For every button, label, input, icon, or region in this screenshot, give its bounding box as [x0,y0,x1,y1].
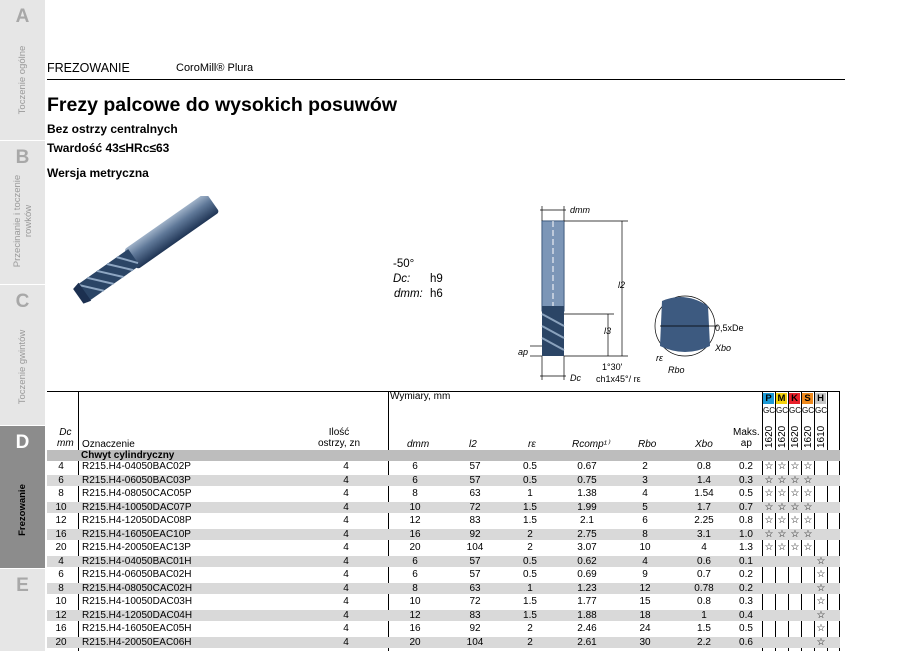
grade-number: 1620 [803,425,814,448]
table-row [47,610,840,621]
cell-code: R215.H4-20050EAC06H [82,636,192,648]
table-row [47,623,840,634]
cell-dmm: 20 [409,636,421,648]
cell-z: 4 [343,461,349,472]
tolerance-dmm-symbol: dmm: [394,288,423,300]
dim-angle: 1°30' [602,362,623,372]
cell-ap: 1.0 [739,528,753,540]
cell-dc: 20 [55,542,67,553]
cell-ap: 0.7 [739,501,753,513]
dim-chamfer: ch1x45°/ rε [596,374,641,384]
dimensions-header: Wymiary, mm [390,391,451,402]
end-mill-image [48,196,238,306]
cell-re: 2 [527,528,533,540]
subtitle-no-center: Bez ostrzy centralnych [47,122,178,136]
cell-ap: 0.2 [739,461,753,472]
cell-rbo: 18 [639,609,651,621]
grade-prefix: GC [802,406,814,415]
cell-rcomp: 1.23 [577,582,597,594]
group-label: Chwyt cylindryczny [81,450,175,461]
cell-xbo: 0.6 [697,555,711,567]
grade-mark: ☆ [777,461,787,472]
grade-mark: ☆ [803,461,813,472]
cell-re: 1 [527,582,533,594]
sidebar-tab-e[interactable] [0,569,45,653]
cell-xbo: 1.54 [694,488,714,499]
cell-rcomp: 0.69 [577,569,597,580]
tab-label: Toczenie ogólne [17,45,28,115]
cell-code: R215.H4-16050EAC05H [82,623,192,634]
cell-dmm: 6 [412,569,418,580]
cell-xbo: 0.78 [694,582,714,594]
table-row [47,475,840,486]
cell-dmm: 6 [412,474,418,486]
table-row [47,637,840,648]
grade-number: 1610 [816,425,827,448]
header-re: rε [528,439,536,450]
table-row [47,556,840,567]
section-header: FREZOWANIE [47,61,130,75]
cell-dc: 10 [55,501,67,513]
detail-rbo: Rbo [668,365,685,375]
grade-mark: ☆ [790,474,800,486]
grade-mark: ☆ [790,542,800,553]
cell-re: 1.5 [523,515,537,526]
cell-re: 1.5 [523,501,537,513]
cell-l2: 72 [469,596,481,607]
grade-mark: ☆ [803,528,813,540]
grade-mark: ☆ [777,528,787,540]
cell-ap: 0.8 [739,515,753,526]
grade-mark: ☆ [816,582,826,594]
cell-z: 4 [343,515,349,526]
cell-xbo: 2.2 [697,636,711,648]
grade-mark: ☆ [777,488,787,499]
grade-mark: ☆ [816,569,826,580]
cell-rbo: 15 [639,596,651,607]
cell-z: 4 [343,488,349,499]
cell-ap: 0.2 [739,569,753,580]
cell-rcomp: 2.46 [577,623,597,634]
iso-p: P [763,393,774,404]
cell-ap: 0.6 [739,636,753,648]
table-row [47,461,840,472]
cell-ap: 1.3 [739,542,753,553]
grade-mark: ☆ [803,474,813,486]
table-row [47,515,840,526]
cell-ap: 0.3 [739,596,753,607]
grade-number: 1620 [764,425,775,448]
grade-mark: ☆ [764,488,774,499]
cell-z: 4 [343,623,349,634]
cell-l2: 104 [466,636,484,648]
cell-dc: 10 [55,596,67,607]
iso-s: S [802,393,813,404]
detail-xbo: Xbo [715,343,732,353]
cell-dmm: 8 [412,488,418,499]
cell-rcomp: 0.67 [577,461,597,472]
iso-h: H [815,393,826,404]
tolerance-dc-symbol: Dc: [393,273,411,285]
cell-rbo: 8 [642,528,648,540]
cell-rbo: 24 [639,623,651,634]
cell-l2: 57 [469,555,481,567]
cell-dc: 12 [55,515,67,526]
cell-dmm: 10 [409,501,421,513]
cell-dc: 20 [55,636,67,648]
grade-mark: ☆ [764,528,774,540]
version-label: Wersja metryczna [47,166,149,180]
cell-xbo: 1.4 [697,474,711,486]
cell-l2: 92 [469,623,481,634]
tolerance-dc-value: h9 [430,273,443,285]
grade-mark: ☆ [764,461,774,472]
cell-l2: 63 [469,582,481,594]
cell-code: R215.H4-12050DAC04H [82,609,193,621]
cell-rcomp: 3.07 [577,542,597,553]
cell-code: R215.H4-06050BAC03P [82,474,191,486]
cell-dc: 12 [55,609,67,621]
grade-number: 1620 [777,425,788,448]
cell-code: R215.H4-04050BAC02P [82,461,191,472]
cell-z: 4 [343,474,349,486]
grade-prefix: GC [815,406,827,415]
product-name: CoroMill® Plura [176,62,254,74]
helix-angle-value: -50° [393,258,415,270]
cell-xbo: 1.5 [697,623,711,634]
cell-dc: 8 [58,488,64,499]
grade-mark: ☆ [764,542,774,553]
cell-xbo: 3.1 [697,528,711,540]
cell-dc: 8 [58,582,64,594]
cell-code: R215.H4-08050CAC05P [82,488,192,499]
cell-l2: 57 [469,569,481,580]
cell-re: 2 [527,623,533,634]
grade-mark: ☆ [777,515,787,526]
grade-mark: ☆ [790,461,800,472]
cell-dc: 6 [58,569,64,580]
cell-dmm: 8 [412,582,418,594]
cell-xbo: 0.7 [697,569,711,580]
header-rbo: Rbo [638,439,657,450]
cell-dc: 4 [58,461,64,472]
grade-mark: ☆ [764,501,774,513]
cell-dc: 16 [55,528,67,540]
header-l2: l2 [469,439,477,450]
grade-mark: ☆ [803,501,813,513]
cell-rbo: 4 [642,488,648,499]
grade-mark: ☆ [790,501,800,513]
cell-z: 4 [343,582,349,594]
table-row [47,542,840,553]
grade-mark: ☆ [790,515,800,526]
cell-dmm: 20 [409,542,421,553]
cell-rbo: 3 [642,474,648,486]
sidebar-tab-b[interactable] [0,141,45,286]
dim-l3: l3 [604,326,612,336]
page-title: Frezy palcowe do wysokich posuwów [47,94,397,116]
header-xbo: Xbo [695,439,713,450]
cell-ap: 0.3 [739,474,753,486]
grade-mark: ☆ [803,515,813,526]
iso-m: M [777,393,786,404]
cell-rcomp: 0.62 [577,555,597,567]
cell-ap: 0.2 [739,582,753,594]
cell-z: 4 [343,609,349,621]
section-sidebar [0,0,45,651]
detail-re: rε [656,353,663,363]
dim-l2: l2 [618,280,626,290]
sidebar-tab-a[interactable] [0,0,45,142]
grade-mark: ☆ [816,596,826,607]
sidebar-tab-c[interactable] [0,285,45,427]
detail-half-dc: 0,5xDe [715,323,744,333]
cell-dc: 16 [55,623,67,634]
cell-l2: 63 [469,488,481,499]
cell-code: R215.H4-20050EAC13P [82,542,191,553]
cell-rcomp: 2.75 [577,528,597,540]
grade-mark: ☆ [764,515,774,526]
tab-letter: B [15,147,30,168]
group-row [47,450,840,461]
header-dc: Dc mm [57,427,74,449]
cell-rcomp: 1.38 [577,488,597,499]
cell-z: 4 [343,569,349,580]
cell-code: R215.H4-10050DAC03H [82,596,193,607]
cell-dmm: 12 [409,515,421,526]
grade-mark: ☆ [816,609,826,621]
cell-re: 0.5 [523,569,537,580]
header-divider [47,79,845,80]
tab-letter: E [16,575,29,596]
cell-rbo: 12 [639,582,651,594]
cell-re: 0.5 [523,474,537,486]
table-row [47,596,840,607]
cell-dmm: 16 [409,528,421,540]
cell-z: 4 [343,555,349,567]
table-row [47,529,840,540]
cell-ap: 0.4 [739,609,753,621]
tolerance-dmm-value: h6 [430,288,443,300]
header-code: Oznaczenie [82,439,135,450]
cell-z: 4 [343,636,349,648]
cell-re: 2 [527,636,533,648]
cell-rbo: 5 [642,501,648,513]
dim-ap: ap [518,347,529,357]
grade-prefix: GC [763,406,775,415]
cell-z: 4 [343,542,349,553]
cell-l2: 57 [469,461,481,472]
cell-re: 0.5 [523,461,537,472]
cell-code: R215.H4-08050CAC02H [82,582,193,594]
cell-dmm: 6 [412,555,418,567]
tab-label: Frezowanie [17,484,28,536]
cell-re: 0.5 [523,555,537,567]
grade-prefix: GC [776,406,788,415]
cell-l2: 57 [469,474,481,486]
cell-rbo: 4 [642,555,648,567]
cell-rcomp: 1.99 [577,501,597,513]
tab-letter: A [15,6,30,27]
cell-dmm: 6 [412,461,418,472]
cell-xbo: 0.8 [697,461,711,472]
header-ap: Maks. ap [733,427,760,449]
cell-l2: 83 [469,609,481,621]
cell-z: 4 [343,596,349,607]
cell-rcomp: 1.88 [577,609,597,621]
cell-rcomp: 2.61 [577,636,597,648]
grade-mark: ☆ [777,542,787,553]
cell-xbo: 1 [701,609,707,621]
cell-rbo: 10 [639,542,651,553]
technical-drawing [510,196,800,390]
grade-mark: ☆ [803,542,813,553]
cell-xbo: 4 [701,542,707,553]
grade-mark: ☆ [777,474,787,486]
cell-rcomp: 0.75 [577,474,597,486]
cell-xbo: 1.7 [697,501,711,513]
subtitle-hardness: Twardość 43≤HRc≤63 [47,141,170,155]
cell-xbo: 2.25 [694,515,714,526]
iso-k: K [789,393,800,404]
cell-dmm: 10 [409,596,421,607]
cell-ap: 0.1 [739,555,753,567]
dim-dc: Dc [570,373,581,383]
cell-rbo: 9 [642,569,648,580]
cell-re: 2 [527,542,533,553]
grade-number: 1620 [790,425,801,448]
cell-ap: 0.5 [739,623,753,634]
cell-code: R215.H4-12050DAC08P [82,515,192,526]
cell-rbo: 2 [642,461,648,472]
tab-letter: D [15,432,30,453]
grade-mark: ☆ [764,474,774,486]
grade-mark: ☆ [777,501,787,513]
cell-re: 1 [527,488,533,499]
sidebar-tab-d[interactable] [0,426,45,570]
cell-code: R215.H4-10050DAC07P [82,501,192,513]
table-row [47,569,840,580]
header-rcomp: Rcomp¹⁾ [572,439,610,450]
cell-dmm: 12 [409,609,421,621]
tab-letter: C [15,291,30,312]
cell-z: 4 [343,528,349,540]
cell-xbo: 0.8 [697,596,711,607]
cell-dc: 6 [58,474,64,486]
tab-label: Toczenie gwintów [17,329,28,405]
cell-rbo: 6 [642,515,648,526]
grade-mark: ☆ [816,555,826,567]
cell-l2: 104 [466,542,484,553]
grade-mark: ☆ [803,488,813,499]
cell-rbo: 30 [639,636,651,648]
cell-code: R215.H4-06050BAC02H [82,569,192,580]
grade-mark: ☆ [816,636,826,648]
header-teeth: Ilość ostrzy, zn [318,427,361,449]
dim-dmm: dmm [570,205,590,215]
grade-mark: ☆ [790,528,800,540]
cell-l2: 92 [469,528,481,540]
cell-re: 1.5 [523,596,537,607]
grade-mark: ☆ [790,488,800,499]
cell-z: 4 [343,501,349,513]
grade-mark: ☆ [816,623,826,634]
cell-dc: 4 [58,555,64,567]
cell-rcomp: 2.1 [580,515,594,526]
cell-dmm: 16 [409,623,421,634]
cell-ap: 0.5 [739,488,753,499]
cell-code: R215.H4-04050BAC01H [82,555,192,567]
cell-l2: 72 [469,501,481,513]
cell-l2: 83 [469,515,481,526]
cell-re: 1.5 [523,609,537,621]
table-row [47,583,840,594]
table-row [47,488,840,499]
tab-label: Przecinanie i toczenie rowków [12,174,34,268]
cell-rcomp: 1.77 [577,596,597,607]
grade-prefix: GC [789,406,801,415]
header-dmm: dmm [407,439,430,450]
cell-code: R215.H4-16050EAC10P [82,528,191,540]
table-row [47,502,840,513]
